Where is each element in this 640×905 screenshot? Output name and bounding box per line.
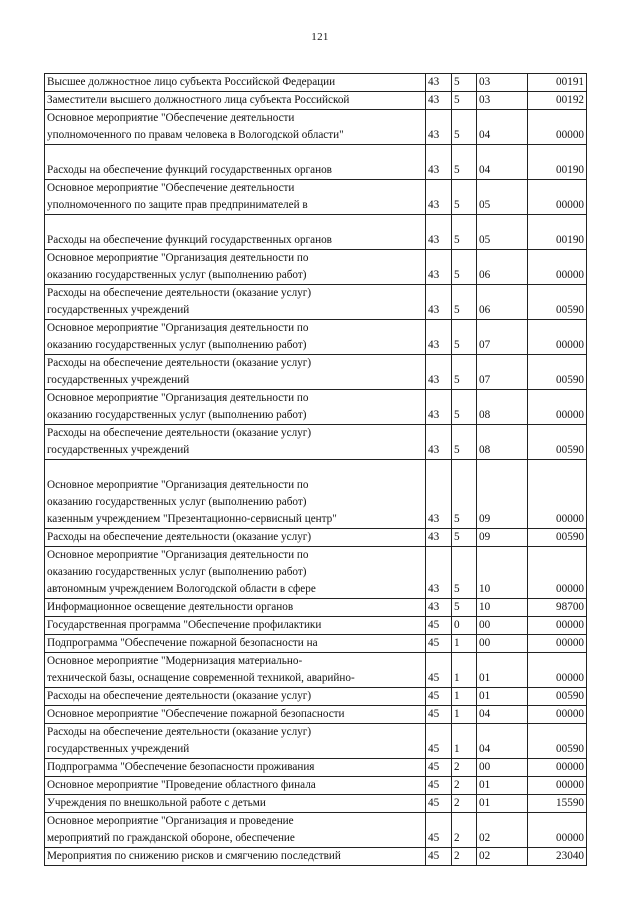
row-code-d: 00000 [528, 617, 587, 635]
row-name-line: государственных учреждений [47, 743, 190, 755]
row-name-line: Основное мероприятие "Обеспечение пожарной безопасности [47, 708, 345, 720]
row-code-d: 00000 [528, 653, 587, 688]
row-code-c: 09 [477, 529, 528, 547]
row-code-b: 1 [452, 706, 477, 724]
table-row [45, 355, 587, 390]
table-row [45, 390, 587, 425]
table-row [45, 848, 587, 866]
row-name-cell [45, 460, 426, 529]
row-code-d: 23040 [528, 848, 587, 866]
row-code-d: 00190 [528, 215, 587, 250]
row-code-c: 07 [477, 320, 528, 355]
row-name-line: Основное мероприятие "Организация деятельности по [47, 549, 309, 561]
row-code-b: 5 [452, 92, 477, 110]
row-name-line: Основное мероприятие "Обеспечение деятельности [47, 182, 295, 194]
table-row [45, 250, 587, 285]
row-name-cell [45, 617, 426, 635]
row-name-line: Расходы на обеспечение функций государственных органов [47, 234, 332, 246]
row-name-line: казенным учреждением "Презентационно-сервисный центр" [47, 513, 337, 525]
row-code-c: 03 [477, 92, 528, 110]
table-row [45, 285, 587, 320]
row-code-a: 43 [426, 547, 452, 599]
row-name-line: Высшее должностное лицо субъекта Российской Федерации [47, 76, 336, 88]
row-name-line: мероприятий по гражданской обороне, обеспечение [47, 832, 295, 844]
table-row [45, 653, 587, 688]
row-name-cell [45, 688, 426, 706]
row-code-a: 43 [426, 110, 452, 145]
row-code-a: 43 [426, 599, 452, 617]
row-code-a: 45 [426, 635, 452, 653]
row-code-d: 00000 [528, 706, 587, 724]
row-name-cell [45, 777, 426, 795]
table-row [45, 813, 587, 848]
row-name-cell [45, 635, 426, 653]
row-name-line: уполномоченного по правам человека в Вологодской области" [47, 129, 344, 141]
row-code-b: 2 [452, 795, 477, 813]
row-name-cell [45, 250, 426, 285]
row-name-cell [45, 92, 426, 110]
row-code-d: 00000 [528, 390, 587, 425]
row-code-c: 05 [477, 180, 528, 215]
row-name-cell [45, 215, 426, 250]
row-name-line: государственных учреждений [47, 444, 190, 456]
table-row [45, 547, 587, 599]
row-code-d: 00000 [528, 777, 587, 795]
table-row [45, 74, 587, 92]
row-code-c: 06 [477, 250, 528, 285]
row-code-a: 43 [426, 425, 452, 460]
row-name-line: Расходы на обеспечение деятельности (оказание услуг) [47, 357, 312, 369]
row-code-a: 43 [426, 460, 452, 529]
row-name-line: Заместители высшего должностного лица субъекта Российской [47, 94, 350, 106]
row-code-a: 45 [426, 795, 452, 813]
row-code-b: 5 [452, 599, 477, 617]
row-code-c: 07 [477, 355, 528, 390]
row-name-line: Информационное освещение деятельности органов [47, 601, 294, 613]
row-code-d: 00590 [528, 724, 587, 759]
table-row [45, 425, 587, 460]
row-code-c: 04 [477, 145, 528, 180]
row-name-line: Государственная программа "Обеспечение профилактики [47, 619, 322, 631]
row-code-c: 00 [477, 617, 528, 635]
row-name-line: Расходы на обеспечение функций государственных органов [47, 164, 332, 176]
row-code-b: 5 [452, 74, 477, 92]
row-code-c: 08 [477, 425, 528, 460]
row-code-b: 2 [452, 848, 477, 866]
row-name-cell [45, 848, 426, 866]
row-code-d: 15590 [528, 795, 587, 813]
row-code-a: 43 [426, 215, 452, 250]
row-code-b: 5 [452, 355, 477, 390]
row-name-line [47, 215, 423, 232]
row-code-a: 45 [426, 688, 452, 706]
row-code-b: 5 [452, 320, 477, 355]
row-code-d: 00590 [528, 355, 587, 390]
row-name-cell [45, 759, 426, 777]
row-name-line: Подпрограмма "Обеспечение пожарной безопасности на [47, 637, 318, 649]
row-name-line: Основное мероприятие "Проведение областного финала [47, 779, 316, 791]
row-code-b: 5 [452, 145, 477, 180]
table-row [45, 706, 587, 724]
row-code-b: 5 [452, 110, 477, 145]
row-code-c: 01 [477, 795, 528, 813]
row-name-line: оказанию государственных услуг (выполнению работ) [47, 496, 307, 508]
row-name-line: автономным учреждением Вологодской области в сфере [47, 583, 316, 595]
row-name-line: государственных учреждений [47, 374, 190, 386]
page-number: 121 [311, 31, 329, 43]
row-code-b: 5 [452, 460, 477, 529]
row-code-a: 45 [426, 617, 452, 635]
row-code-d: 00590 [528, 688, 587, 706]
row-name-cell [45, 110, 426, 145]
row-code-c: 05 [477, 215, 528, 250]
table-row [45, 460, 587, 529]
budget-table [44, 73, 587, 866]
row-code-d: 00590 [528, 529, 587, 547]
table-row [45, 635, 587, 653]
row-code-c: 10 [477, 547, 528, 599]
row-code-b: 5 [452, 390, 477, 425]
row-name-cell [45, 529, 426, 547]
row-code-a: 45 [426, 706, 452, 724]
row-name-line: Основное мероприятие "Модернизация материально- [47, 655, 303, 667]
row-code-a: 45 [426, 724, 452, 759]
row-code-a: 43 [426, 180, 452, 215]
row-name-cell [45, 390, 426, 425]
row-code-d: 00000 [528, 460, 587, 529]
row-code-b: 2 [452, 777, 477, 795]
row-name-line: уполномоченного по защите прав предпринимателей в [47, 199, 308, 211]
row-name-line: оказанию государственных услуг (выполнению работ) [47, 566, 307, 578]
row-code-c: 10 [477, 599, 528, 617]
row-code-c: 00 [477, 635, 528, 653]
row-name-line: оказанию государственных услуг (выполнению работ) [47, 339, 307, 351]
row-code-b: 0 [452, 617, 477, 635]
table-row [45, 320, 587, 355]
table-row [45, 617, 587, 635]
row-name-line: Расходы на обеспечение деятельности (оказание услуг) [47, 427, 312, 439]
row-name-cell [45, 653, 426, 688]
row-name-cell [45, 706, 426, 724]
row-code-d: 00000 [528, 635, 587, 653]
table-row [45, 180, 587, 215]
row-name-line: Мероприятия по снижению рисков и смягчению последствий [47, 850, 341, 862]
row-code-d: 98700 [528, 599, 587, 617]
row-code-d: 00590 [528, 285, 587, 320]
row-name-line: Основное мероприятие "Обеспечение деятельности [47, 112, 295, 124]
table-row [45, 688, 587, 706]
row-code-c: 02 [477, 848, 528, 866]
row-code-a: 43 [426, 250, 452, 285]
row-code-a: 45 [426, 777, 452, 795]
row-name-line: Расходы на обеспечение деятельности (оказание услуг) [47, 531, 312, 543]
row-name-cell [45, 145, 426, 180]
row-code-d: 00000 [528, 759, 587, 777]
table-row [45, 215, 587, 250]
row-code-b: 2 [452, 813, 477, 848]
table-row [45, 529, 587, 547]
row-name-line: Основное мероприятие "Организация деятельности по [47, 322, 309, 334]
row-name-line: Основное мероприятие "Организация деятельности по [47, 479, 309, 491]
row-name-line: Расходы на обеспечение деятельности (оказание услуг) [47, 726, 312, 738]
row-code-d: 00000 [528, 180, 587, 215]
row-name-cell [45, 795, 426, 813]
row-code-c: 04 [477, 706, 528, 724]
row-code-b: 2 [452, 759, 477, 777]
row-code-a: 45 [426, 813, 452, 848]
row-name-line: технической базы, оснащение современной техникой, аварийно- [47, 672, 355, 684]
row-name-line: Основное мероприятие "Организация деятельности по [47, 392, 309, 404]
row-code-b: 1 [452, 653, 477, 688]
row-code-c: 01 [477, 653, 528, 688]
row-code-a: 43 [426, 355, 452, 390]
row-code-d: 00191 [528, 74, 587, 92]
row-code-a: 43 [426, 74, 452, 92]
row-name-line: Подпрограмма "Обеспечение безопасности проживания [47, 761, 315, 773]
row-code-c: 06 [477, 285, 528, 320]
table-row [45, 724, 587, 759]
row-code-b: 5 [452, 250, 477, 285]
row-code-c: 04 [477, 724, 528, 759]
row-name-line [47, 145, 423, 162]
table-row [45, 777, 587, 795]
budget-table-body [45, 74, 587, 866]
row-name-line: Основное мероприятие "Организация и проведение [47, 815, 294, 827]
row-name-line: Расходы на обеспечение деятельности (оказание услуг) [47, 690, 312, 702]
row-code-c: 00 [477, 759, 528, 777]
row-name-cell [45, 724, 426, 759]
row-name-line [47, 460, 423, 477]
row-code-c: 08 [477, 390, 528, 425]
row-code-a: 43 [426, 285, 452, 320]
row-name-line: оказанию государственных услуг (выполнению работ) [47, 409, 307, 421]
row-name-cell [45, 180, 426, 215]
row-code-c: 02 [477, 813, 528, 848]
row-code-a: 43 [426, 390, 452, 425]
row-code-d: 00000 [528, 320, 587, 355]
row-name-cell [45, 74, 426, 92]
row-code-b: 5 [452, 529, 477, 547]
row-name-line: государственных учреждений [47, 304, 190, 316]
row-code-b: 5 [452, 547, 477, 599]
table-row [45, 92, 587, 110]
row-code-d: 00590 [528, 425, 587, 460]
row-code-c: 01 [477, 777, 528, 795]
row-code-c: 03 [477, 74, 528, 92]
row-code-b: 5 [452, 425, 477, 460]
row-name-cell [45, 813, 426, 848]
table-row [45, 110, 587, 145]
row-name-cell [45, 355, 426, 390]
row-code-b: 5 [452, 285, 477, 320]
table-row [45, 759, 587, 777]
row-name-cell [45, 285, 426, 320]
row-name-cell [45, 320, 426, 355]
row-code-a: 45 [426, 759, 452, 777]
row-name-line: оказанию государственных услуг (выполнению работ) [47, 269, 307, 281]
row-code-d: 00000 [528, 250, 587, 285]
row-code-d: 00190 [528, 145, 587, 180]
row-name-line: Расходы на обеспечение деятельности (оказание услуг) [47, 287, 312, 299]
table-row [45, 599, 587, 617]
table-row [45, 795, 587, 813]
row-code-b: 1 [452, 688, 477, 706]
row-code-a: 45 [426, 848, 452, 866]
row-code-d: 00000 [528, 813, 587, 848]
row-name-line: Основное мероприятие "Организация деятельности по [47, 252, 309, 264]
row-code-d: 00192 [528, 92, 587, 110]
row-code-a: 43 [426, 320, 452, 355]
row-code-d: 00000 [528, 547, 587, 599]
row-code-b: 5 [452, 180, 477, 215]
row-name-cell [45, 425, 426, 460]
row-code-c: 09 [477, 460, 528, 529]
row-code-a: 43 [426, 92, 452, 110]
row-code-d: 00000 [528, 110, 587, 145]
row-code-c: 04 [477, 110, 528, 145]
row-code-a: 45 [426, 653, 452, 688]
row-code-b: 1 [452, 724, 477, 759]
table-row [45, 145, 587, 180]
row-code-a: 43 [426, 529, 452, 547]
row-code-c: 01 [477, 688, 528, 706]
row-code-b: 1 [452, 635, 477, 653]
row-name-cell [45, 599, 426, 617]
row-code-a: 43 [426, 145, 452, 180]
row-code-b: 5 [452, 215, 477, 250]
row-name-line: Учреждения по внешкольной работе с детьми [47, 797, 266, 809]
row-name-cell [45, 547, 426, 599]
